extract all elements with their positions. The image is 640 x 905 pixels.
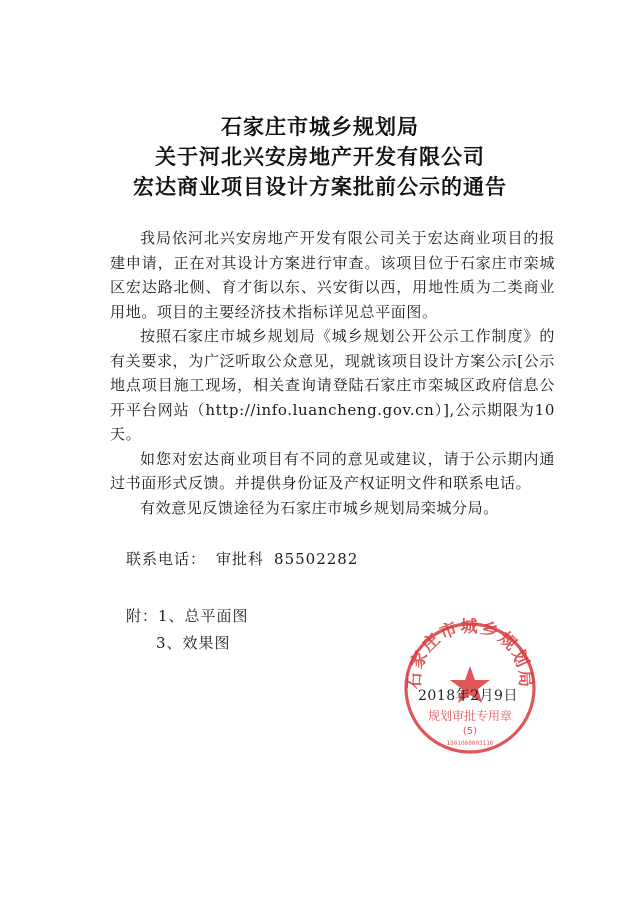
contact-phone: 85502282: [274, 550, 359, 568]
document-title: [0, 112, 640, 202]
seal-org-text: 石家庄市城乡规划局: [404, 618, 536, 690]
attachment-item-1-text: 1、总平面图: [158, 607, 249, 625]
attachments-label: 附：: [126, 607, 159, 625]
title-line-3: 宏达商业项目设计方案批前公示的通告: [133, 175, 507, 199]
contact-dept: 审批科: [216, 550, 265, 568]
paragraph-2: 按照石家庄市城乡规划局《城乡规划公开公示工作制度》的有关要求，为广泛听取公众意见，现就该项目设计方案公示[公示地点项目施工现场，相关查询请登陆石家庄市栾城区政府信息公开平台网站（http://info.luancheng.gov.cn）],公示期限为10天。: [110, 327, 555, 443]
attachment-item-2-text: 3、效果图: [156, 634, 231, 652]
seal-num-text: (5): [462, 726, 478, 737]
paragraph-3: 如您对宏达商业项目有不同的意见或建议，请于公示期内通过书面形式反馈。并提供身份证及产权证明文件和联系电话。: [110, 449, 555, 492]
contact-label: 联系电话：: [126, 550, 207, 568]
attachment-item-2: [126, 630, 249, 657]
document-date: 2018年2月9日: [418, 688, 518, 704]
seal-code-text: 1301060003116: [446, 740, 494, 747]
paragraph-1: 我局依河北兴安房地产开发有限公司关于宏达商业项目的报建申请，正在对其设计方案进行审查。该项目位于石家庄市栾城区宏达路北侧、育才街以东、兴安街以西，用地性质为二类商业用地。项目的主要经济技术指标详见总平面图。: [110, 229, 555, 321]
attachments: [126, 603, 249, 657]
document-body: [110, 226, 555, 520]
contact-line: [126, 548, 368, 569]
title-line-1: 石家庄市城乡规划局: [221, 115, 419, 139]
seal-sub-text: 规划审批专用章: [427, 709, 513, 723]
attachment-item-1: [126, 603, 249, 630]
title-line-2: 关于河北兴安房地产开发有限公司: [155, 145, 485, 169]
paragraph-4: 有效意见反馈途径为石家庄市城乡规划局栾城分局。: [140, 498, 499, 517]
